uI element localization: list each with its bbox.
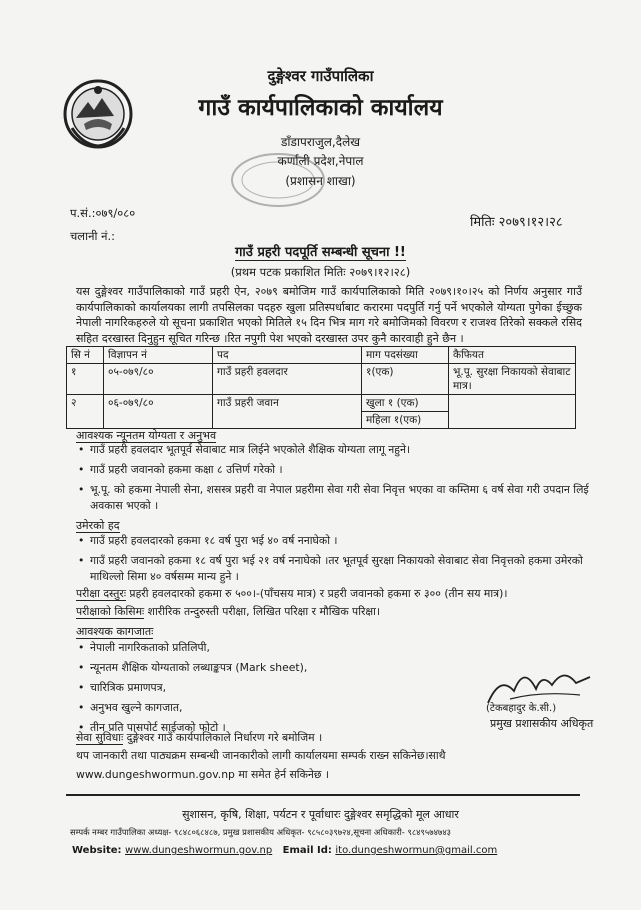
- exam-fee-label: परीक्षा दस्तुरः: [76, 587, 126, 600]
- exam-type-text: शारीरिक तन्दुरुस्ती परीक्षा, लिखित परिक्षा र मौखिक परिक्षा।: [144, 605, 381, 618]
- table-cell: १(एक): [362, 364, 449, 395]
- list-item: • नेपाली नागरिकताको प्रतिलिपी,: [90, 640, 470, 656]
- footer-web: [72, 845, 497, 856]
- age-heading: [76, 518, 120, 533]
- notice-paragraph: यस दुङ्गेश्वर गाउँपालिकाको गाउँ प्रहरी ऐन, २०७९ बमोजिम गाउँ कार्यपालिकाको मिति २०७९।१०।२५ को निर्णय अनुसार गाउँ कार्यपालिकाको कार्यालयका लागी तपसिलका पदहरु खुला प्रतिस्पर्धाबाट करारमा पदपुर्ति गर्नु पर्ने भएकोले योग्यता पुगेका ईच्छुक नेपाली नागरिकहरुले यो सूचना प्रकाशित भएको मितिले १५ दिन भित्र माग गरे बमोजिमको विवरण र राजश्व तिरेको सक्कले रसिद सहित दरखास्त दिनुहुन सूचित गरिन्छ ।रित नपुगी पेश भएको दरखास्त उपर कुनै कारवाही हुने छैन ।: [76, 285, 582, 345]
- table-header: सि नं: [67, 347, 104, 364]
- website-link[interactable]: www.dungeshwormun.gov.np: [125, 845, 273, 856]
- list-item: • चारित्रिक प्रमाणपत्र,: [90, 680, 470, 696]
- office-name-large: गाउँ कार्यपालिकाको कार्यालय: [198, 95, 443, 121]
- table-header-row: [67, 347, 576, 364]
- list-item: • तीन प्रति पासपोर्ट साईजको फोटो ।: [90, 720, 470, 736]
- table-cell: खुला १ (एक): [362, 395, 449, 412]
- exam-fee: [76, 586, 507, 601]
- list-item: • गाउँ प्रहरी हवलदारको हकमा १८ वर्ष पुरा भई ४० वर्ष ननाघेको ।: [90, 533, 590, 549]
- qualification-heading: [76, 428, 216, 443]
- section-name: (प्रशासन शाखा): [285, 174, 356, 188]
- notice-title: [0, 242, 641, 260]
- table-cell: १: [67, 364, 104, 395]
- exam-fee-text: प्रहरी हवलदारको हकमा रु ५००।-(पाँचसय मात्र) र प्रहरी जवानको हकमा रु ३०० (तीन सय मात्र)।: [126, 587, 508, 600]
- table-cell: गाउँ प्रहरी हवलदार: [213, 364, 362, 395]
- table-cell: [449, 395, 576, 429]
- notice-title-text: गाउँ प्रहरी पदपूर्ति सम्बन्धी सूचना !!: [235, 245, 406, 260]
- table-row: [67, 395, 576, 412]
- contact-line-2: www.dungeshwormun.gov.np मा समेत हेर्न सकिनेछ ।: [76, 768, 329, 781]
- vacancy-table: [66, 346, 576, 429]
- footer-motto: सुशासन, कृषि, शिक्षा, पर्यटन र पूर्वाधारः दुङ्गेश्वर समृद्धिको मूल आधार: [182, 808, 459, 821]
- table-cell: २: [67, 395, 104, 429]
- list-item: • गाउँ प्रहरी हवलदार भूतपूर्व सेवाबाट मात्र लिईने भएकोले शैक्षिक योग्यता लागू नहुने।: [90, 442, 590, 458]
- table-header: विज्ञापन नं: [104, 347, 213, 364]
- documents-heading-text: आवश्यक कागजातः: [76, 625, 154, 638]
- address-line-1: डाँडापराजुल,दैलेख: [280, 135, 361, 149]
- table-cell: भू.पू. सुरक्षा निकायको सेवाबाट मात्र।: [449, 364, 576, 395]
- documents-heading: [76, 624, 153, 639]
- table-header: कैफियत: [449, 347, 576, 364]
- exam-type: [76, 604, 380, 619]
- table-cell: ०६-०७९/८०: [104, 395, 213, 429]
- exam-type-label: परीक्षाको किसिमः: [76, 605, 145, 618]
- footer-contacts: सम्पर्क नम्बर गाउँपालिका अध्यक्ष- ९८४८०६८४८७, प्रमुख प्रशासकीय अधिकृत- ९८५८०३९७२४,सूचना अधिकारी- ९८४९५७४७४३: [70, 827, 452, 837]
- table-header: माग पदसंख्या: [362, 347, 449, 364]
- notice-subtitle: (प्रथम पटक प्रकाशित मितिः २०७९।१२।२८): [230, 265, 411, 279]
- table-row: [67, 364, 576, 395]
- list-item: • भू.पू. को हकमा नेपाली सेना, शसस्त्र प्रहरी वा नेपाल प्रहरीमा सेवा गरी सेवा निवृत्त भएका वा कम्तिमा ६ वर्ष सेवा गरी उपदान लिई अवकास भएको ।: [90, 482, 590, 514]
- notice-date: मितिः २०७९।१२।२८: [470, 215, 563, 230]
- age-list: [76, 533, 590, 589]
- documents-list: [76, 640, 470, 740]
- footer-divider: [66, 794, 580, 796]
- office-name-small: दुङ्गेश्वर गाउँपालिका: [267, 67, 374, 85]
- signer-name: (टेकबहादुर के.सी.): [486, 703, 557, 714]
- contact-line-1: थप जानकारी तथा पाठ्यक्रम सम्बन्धी जानकारीको लागी कार्यालयमा सम्पर्क राख्न सकिनेछ।साथै: [76, 749, 446, 762]
- address-line-2: कर्णाली प्रदेश,नेपाल: [277, 154, 364, 168]
- email-link[interactable]: ito.dungeshwormun@gmail.com: [335, 845, 498, 856]
- qualification-list: [76, 442, 590, 518]
- facility-label: सेवा सुविधाः: [76, 731, 124, 744]
- reference-number: प.सं.:०७९/०८०: [70, 206, 136, 220]
- facility-line: [76, 730, 322, 745]
- office-stamp-icon: [228, 150, 328, 210]
- list-item: • गाउँ प्रहरी जवानको हकमा कक्षा ८ उत्तिर्ण गरेको ।: [90, 462, 590, 478]
- website-label: Website:: [72, 845, 122, 856]
- table-cell: ०५-०७९/८०: [104, 364, 213, 395]
- table-header: पद: [213, 347, 362, 364]
- email-label: Email Id:: [282, 845, 332, 856]
- list-item: • गाउँ प्रहरी जवानको हकमा १८ वर्ष पुरा भई २१ वर्ष ननाघेको ।तर भूतपूर्व सुरक्षा निकायको सेवाबाट सेवा निवृत्तको हकमा उमेरको माथिल्लो सिमा ४० वर्षसम्म मान्य हुने ।: [90, 553, 590, 585]
- age-heading-text: उमेरको हद: [76, 519, 120, 532]
- facility-text: दुङ्गेश्वर गाउँ कार्यपालिकाले निर्धारण गरे बमोजिम ।: [123, 731, 323, 744]
- signer-title: प्रमुख प्रशासकीय अधिकृत: [490, 717, 594, 730]
- list-item: • न्यूनतम शैक्षिक योग्यताको लब्धाङ्कपत्र (Mark sheet),: [90, 660, 470, 676]
- table-cell: गाउँ प्रहरी जवान: [213, 395, 362, 429]
- qualification-heading-text: आवश्यक न्यूनतम योग्यता र अनुभव: [76, 429, 217, 442]
- list-item: • अनुभव खुल्ने कागजात,: [90, 700, 470, 716]
- dispatch-number: चलानी नं.:: [70, 229, 116, 243]
- table-cell: महिला १(एक): [362, 412, 449, 429]
